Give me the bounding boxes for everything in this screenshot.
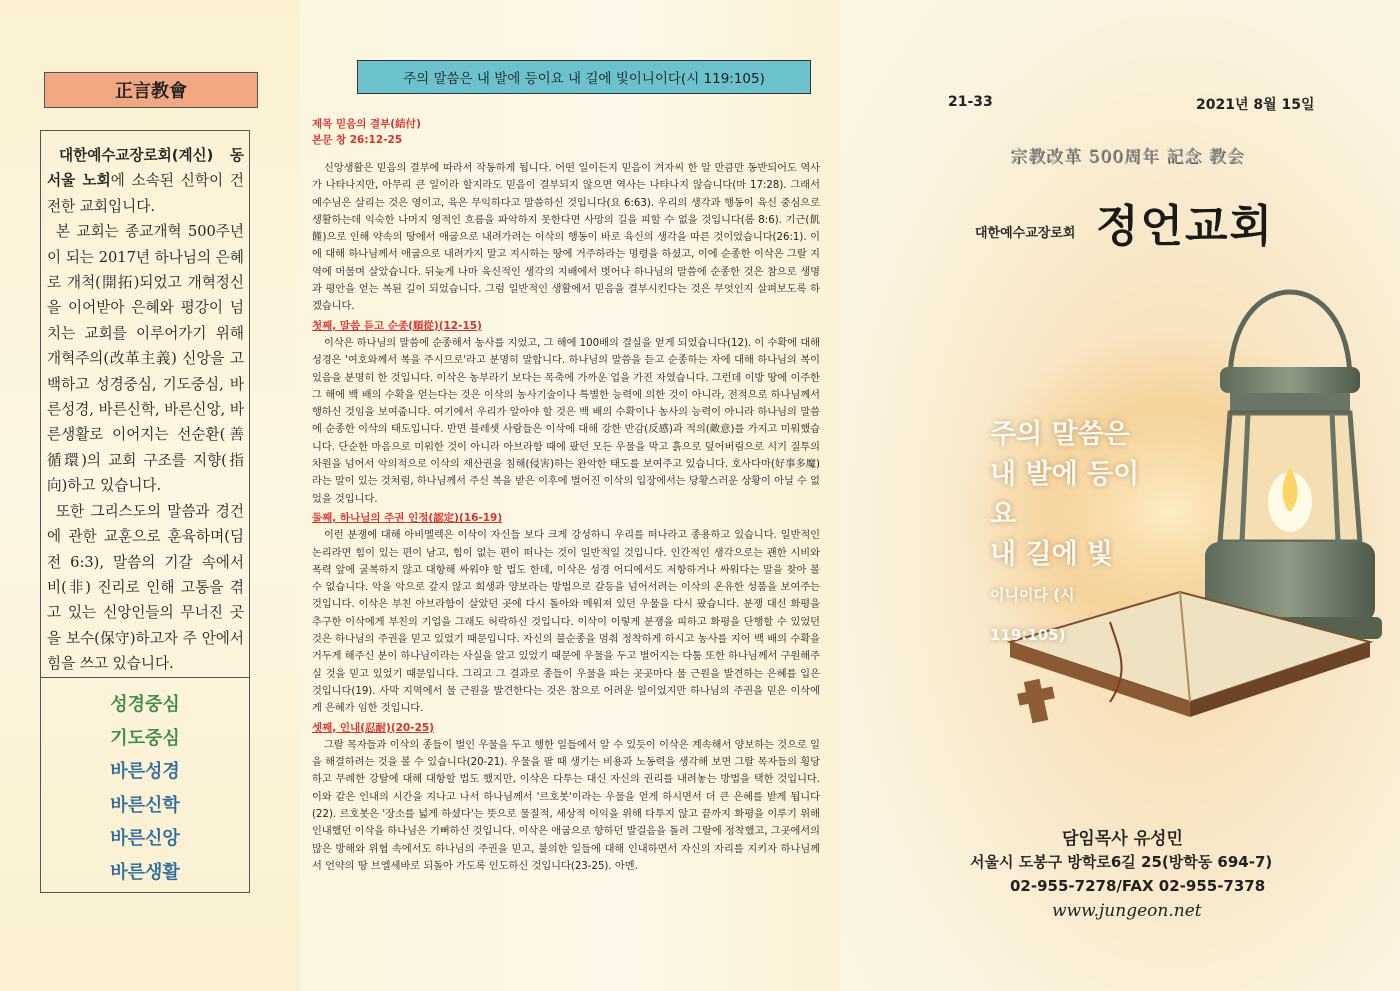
motto-item: 기도중심 (110, 727, 180, 749)
verse-banner: 주의 말씀은 내 발에 등이요 내 길에 빛이니이다(시 119:105) (357, 60, 811, 94)
section-1-body: 이삭은 하나님의 말씀에 순종해서 농사를 지었고, 그 해에 100배의 결실을 얻게 되었습니다(12). 이 수확에 대해 성경은 '여호와께서 복을 주시므로'라고 분명히 말합니다. 하나님의 말씀을 듣고 순종하는 자에 대해 하나님의 복이 있음을 분명히 한 것입니다. 이삭은 농부라기 보다는 목축에 가까운 업을 가진 자였습니다. 그런데 이방 땅에 이주한 그 해에 백 배의 수확을 얻는다는 것은 이삭의 농사기술이나 특별한 능력에 의한 것이 아니라, 전적으로 하나님께서 행하신 것임을 보여줍니다. 여기에서 우리가 알아야 할 것은 백 배의 수확이나 농사의 능력이 아니라 하나님의 말씀에 순종한 이삭의 태도입니다. 반면 블레셋 사람들은 이삭에 대해 강한 반감(反感)과 적의(敵意)를 가지고 미워했습니다. 단순한 마음으로 미워한 것이 아니라 아브라함 때에 팠던 모든 우물을 막고 흙으로 덮어버림으로 시기 질투의 차원을 넘어서 악의적으로 이삭의 재산권을 침해(侵害)하는 완악한 태도를 보여주고 있습니다. 호사다마(好事多魔)라는 말이 있는 것처럼, 하나님께서 주신 복을 받은 이후에 벌어진 이삭의 입장에서는 당황스러운 상황이 아닐 수 없었을 것입니다. (312, 337, 820, 505)
denomination-label: 대한예수교장로회 (975, 226, 1076, 241)
church-mottos (40, 678, 250, 893)
bulletin-date: 2021년 8월 15일 (1196, 97, 1315, 113)
motto-item: 바른생활 (110, 861, 180, 883)
sermon-text (312, 116, 820, 974)
illustration-verse (990, 415, 1150, 655)
motto-item: 바른신학 (110, 794, 180, 816)
illustration-verse-line: 내 길에 빛 (990, 539, 1114, 570)
intro-paragraph-1 (47, 143, 244, 219)
illustration-verse-ref: (시 119:105) (990, 586, 1075, 644)
church-phone: 02-955-7278/FAX 02-955-7378 (1010, 877, 1266, 895)
illustration-verse-line: 내 발에 등이요 (990, 459, 1140, 530)
reformation-subtitle: 宗教改革 500周年 記念 教会 (1010, 147, 1245, 167)
section-1-title: 첫째, 말씀 듣고 순종(順從)(12-15) (312, 319, 482, 332)
church-website[interactable]: www.jungeon.net (1052, 901, 1202, 921)
church-name: 정언교회 (1096, 201, 1275, 252)
section-3-body: 그랄 목자들과 이삭의 종들이 벌인 우물을 두고 행한 일들에서 알 수 있듯이 이삭은 계속해서 양보하는 것으로 일을 해결하려는 것을 볼 수 있습니다(20-21). 우물을 팔 때 생기는 비용과 노동력을 생각해 보면 그랄 목자들의 횡당하고 무례한 강탈에 대해 대항할 법도 했지만, 이삭은 다투는 대신 자신의 권리를 내려놓는 방법을 택한 것입니다. 이와 같은 인내의 시간을 지나고 나서 하나님께서 '르호봇'이라는 우물을 얻게 하시면서 더 큰 은혜를 받게 됩니다(22). 르호봇은 '장소를 넓게 하셨다'는 뜻으로 물질적, 세상적 이익을 위해 다투지 않고 끝까지 화평을 이루기 위해 인내했던 이삭을 하나님은 기뻐하신 것입니다. 이삭은 애굽으로 향하던 발걸음을 돌려 그랄에 정착했고, 그곳에서의 많은 방해와 위협 속에서도 하나님의 주권을 믿고, 불의한 일들에 대해 인내하면서 자신의 자리를 지키자 하나님께서 언약의 땅 브엘세바로 되돌아 가도록 인도하신 것입니다(23-25). 아멘. (312, 739, 820, 872)
section-2-body: 이런 분쟁에 대해 아비멜렉은 이삭이 자신들 보다 크게 강성하니 우리를 떠나라고 종용하고 있습니다. 일반적인 논리라면 힘이 있는 편이 남고, 힘이 없는 편이 떠나는 것이 일반적일 것입니다. 인간적인 생각으로는 괜한 시비와 폭력 앞에 굴복하지 않고 대항해 싸워야 할 법도 한데, 이삭은 성경 어디에서도 저항하거나 싸워다는 말을 찾아 볼 수 없습니다. 악을 악으로 갚지 않고 희생과 양보라는 방법으로 갈등을 넘어서려는 이삭의 온유한 성품을 보여주는 것입니다. 이삭은 부친 아브라함이 살았던 곳에 다시 돌아와 메워져 있던 우물을 다시 팠습니다. 분쟁 대신 화평을 추구한 이삭에게 부친의 기업을 그래도 허락하신 것입니다. 이삭이 이렇게 분쟁을 피하고 화평을 단행할 수 있었던 것은 하나님의 주권을 믿고 있었기 때문입니다. 자신의 불순종을 멈춰 정착하게 하시고 농사를 지어 백 배의 수확을 거두게 해주신 분이 하나님이라는 사실을 알고 있었기 때문에 우물을 두고 벌어지는 다툼 또한 하나님께서 구원해주실 것을 믿고 있었기 때문입니다. 그리고 그 결과로 종들이 우물을 파는 곳곳마다 물 근원을 발견하는 은혜를 입은 것입니다(19). 사막 지역에서 물 근원을 발견한다는 것은 참으로 어려운 일이었지만 하나님의 주권을 믿은 이삭에게 은혜가 임한 것입니다. (312, 530, 820, 715)
church-hanja-tag: 正言教會 (44, 72, 258, 108)
section-2-title: 둘째, 하나님의 주권 인정(認定)(16-19) (312, 511, 503, 524)
section-3-title: 셋째, 인내(忍耐)(20-25) (312, 721, 434, 734)
intro-denomination: 대한예수교장로회(계신) 동서울 노회 (47, 147, 244, 190)
illustration-verse-line: 주의 말씀은 (990, 419, 1130, 450)
intro-paragraph-2: 본 교회는 종교개혁 500주년이 되는 2017년 하나님의 은혜로 개척(開拓)되었고 개혁정신을 이어받아 은혜와 평강이 넘치는 교회를 이루어가기 위해 개혁주의(改革主義) 신앙을 고백하고 성경중심, 기도중심, 바른성경, 바른신학, 바른신앙, 바른생활로 이어지는 선순환(善循環)의 교회 구조를 지향(指向)하고 있습니다. (47, 223, 245, 495)
church-address: 서울시 도봉구 방학로6길 25(방학동 694-7) (970, 853, 1273, 871)
intro-paragraph-3: 또한 그리스도의 말씀과 경건에 관한 교훈으로 훈육하며(딤전 6:3), 말씀의 기갈 속에서 비(非) 진리로 인해 고통을 겪고 있는 신앙인들의 무너진 곳을 보수(保守)하고자 주 안에서 힘을 쓰고 있습니다. (47, 502, 244, 673)
sermon-intro: 신앙생활은 믿음의 결부에 따라서 작동하게 됩니다. 어떤 일이든지 믿음이 겨자씨 한 알 만큼만 동반되어도 역사가 나타나지만, 아무리 큰 일이라 할지라도 믿음이 결부되지 않으면 역사는 나타나지 않습니다(마 17:28). 그래서 예수님은 살리는 것은 영이고, 육은 무익하다고 말씀하신 것입니다(요 6:63). 우리의 생각과 행동이 육신 중심으로 생활하는데 익숙한 나머지 영적인 흐름을 파악하지 못한다면 사망의 길을 피할 수 없을 것입니다(롬 8:6). 기근(飢饉)으로 인해 약속의 땅에서 애굽으로 내려가려는 이삭의 행동이 바로 육신의 생각을 따른 것이었습니다(26:1). 이에 대해 하나님께서 애굽으로 내려가지 말고 지시하는 땅에 거주하라는 명령을 하셨고, 이에 순종한 이삭은 그랄 지역에 머물며 살았습니다. 뒤늦게 나마 육신적인 생각의 지배에서 벗어나 하나님의 말씀에 순종한 것은 참으로 생명과 평안을 얻는 복된 길이 되었습니다. 그럼 일반적인 생활에서 믿음을 결부시킨다는 것은 무엇인지 살펴보도록 하겠습니다. (312, 163, 820, 313)
motto-item: 바른성경 (110, 761, 180, 782)
church-introduction (40, 130, 250, 678)
motto-item: 성경중심 (110, 694, 180, 715)
sermon-passage: 본문 창 26:12-25 (312, 134, 403, 146)
sermon-title: 제목 믿음의 결부(結付) (312, 118, 421, 130)
motto-item: 바른신앙 (110, 828, 180, 849)
pastor-name: 담임목사 유성민 (1062, 829, 1183, 849)
intro-first-sentence: 에 소속된 신학이 건전한 교회입니다. (47, 172, 244, 215)
bulletin-number: 21-33 (948, 94, 993, 110)
illustration-verse-line: 이니이다 (시 119:105) (990, 586, 1075, 644)
